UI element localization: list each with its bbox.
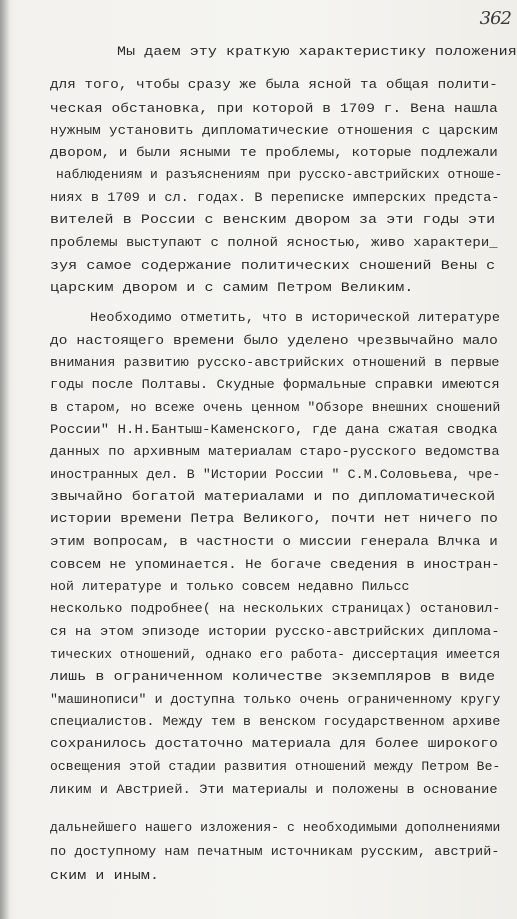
text-line: ниях в 1709 и сл. годах. В переписке имперских предста- <box>50 190 500 205</box>
text-line: Необходимо отметить, что в исторической литературе <box>90 310 501 325</box>
text-line: дальнейшего нашего изложения- с необходимыми дополнениями <box>50 820 501 835</box>
page-edge-shadow <box>0 0 10 919</box>
text-line: внимания развитию русско-австрийских отношений в первые <box>50 355 500 370</box>
text-line: ся на этом эпизоде истории русско-австрийских диплома- <box>50 624 500 639</box>
text-line: ским и иным. <box>50 868 160 883</box>
text-line: годы после Полтавы. Скудные формальные справки имеются <box>50 377 500 392</box>
text-line: зуя самое содержание политических сношений Вены с <box>50 258 496 273</box>
text-line: царским двором и с самим Петром Великим. <box>50 280 414 295</box>
text-line: данных по архивным материалам старо-русского ведомства <box>50 444 500 459</box>
text-line: лишь в ограниченном количестве экземпляров в виде <box>50 669 496 684</box>
text-line: вителей в России с венским двором за эти годы эти <box>50 212 496 227</box>
text-line: ной литературе и только совсем недавно Пильсс <box>50 579 410 594</box>
text-line: наблюдениям и разъяснениям при русско-австрийских отноше- <box>56 167 503 182</box>
text-line: освещения этой стадии развития отношений между Петром Ве- <box>50 759 501 774</box>
text-line: тических отношений, однако его работа- диссертация имеется <box>50 647 501 662</box>
text-line: в старом, но всеже очень ценном "Обзоре внешних сношений <box>50 400 501 415</box>
text-line: иностранных дел. В "Истории России " С.М.Соловьева, чре- <box>50 467 501 482</box>
text-line: до настоящего времени было уделено чрезвычайно мало <box>50 333 498 348</box>
text-line: ликим и Австрией. Эти материалы и положены в основание <box>50 782 498 797</box>
text-line: несколько подробнее( на нескольких страницах) остановил- <box>50 601 501 616</box>
text-line: истории времени Петра Великого, почти нет ничего по <box>50 511 498 526</box>
text-line: специалистов. Между тем в венском государственном архиве <box>50 714 501 729</box>
text-line: проблемы выступают с полной ясностью, живо характери_ <box>50 235 498 250</box>
text-line: ческая обстановка, при которой в 1709 г. Вена нашла <box>50 101 498 116</box>
text-line: нужным установить дипломатические отношения с царским <box>50 123 498 138</box>
text-line: сохранилось достаточно материала для более широкого <box>50 736 498 751</box>
text-line: этим вопросам, в частности о миссии генерала Влчка и <box>50 534 498 549</box>
text-line: по доступному нам печатным источникам русским, австрий- <box>50 844 500 859</box>
page-number: 362 <box>479 8 511 29</box>
text-line: совсем не упоминается. Не богаче сведения в иностран- <box>50 557 500 572</box>
text-line: "машинописи" и доступна только очень ограниченному кругу <box>50 692 501 707</box>
text-line: для того, чтобы сразу же была ясной та общая полити- <box>50 77 498 92</box>
text-line: двором, и были ясными те проблемы, которые подлежали <box>50 145 498 160</box>
text-line: звычайно богатой материалами и по дипломатической <box>50 489 496 504</box>
text-line: России" Н.Н.Бантыш-Каменского, где дана сжатая сводка <box>50 422 498 437</box>
text-line: Мы даем эту краткую характеристику положения <box>117 44 517 59</box>
